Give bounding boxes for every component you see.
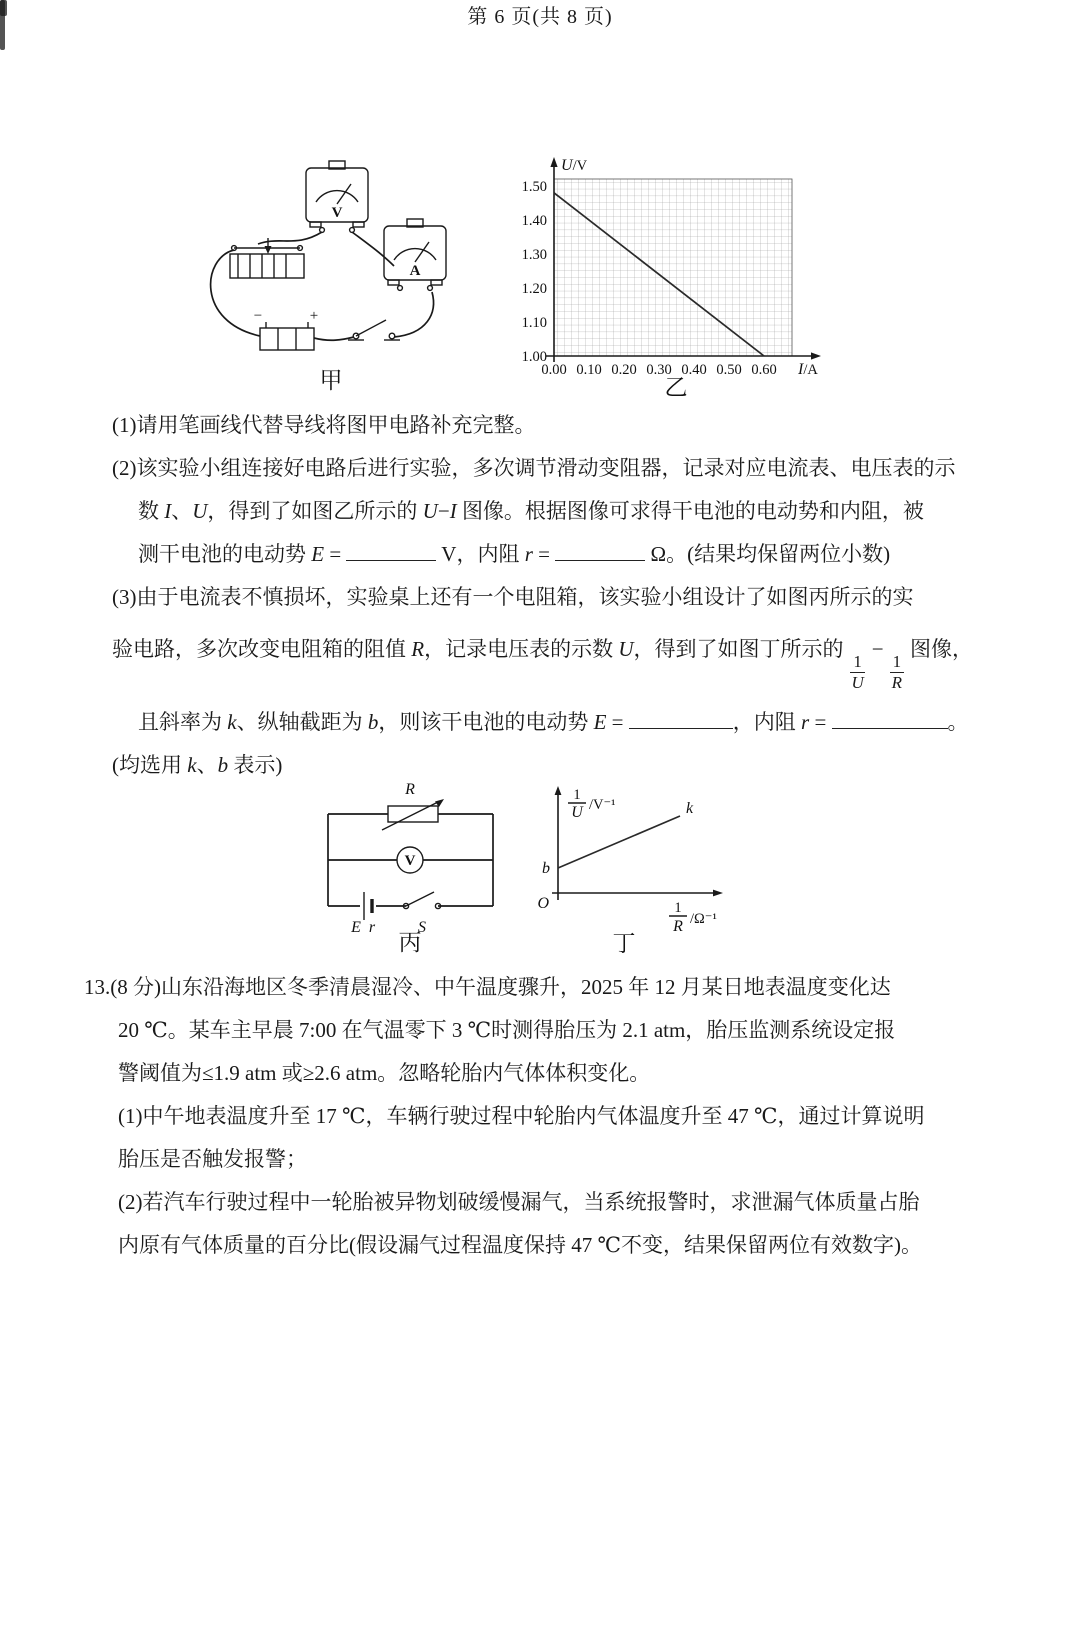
q12-part3-line4: (均选用 k、b 表示): [112, 753, 283, 778]
y-tick-label: 1.50: [521, 179, 547, 195]
inline-fraction: $\frac{1}{U}$: [851, 652, 864, 692]
x-tick-label: 0.40: [681, 362, 707, 378]
resistance-box-label: R: [405, 781, 415, 798]
ammeter: [384, 219, 446, 290]
x-axis-title: [669, 900, 717, 935]
graph-figure-ding: [518, 776, 750, 956]
q13-line3: 警阈值为≤1.9 atm 或≥2.6 atm。忽略轮胎内气体体积变化。: [118, 1061, 651, 1085]
y-axis-arrow: [555, 786, 562, 795]
y-tick-label: 1.40: [521, 213, 547, 229]
svg-text:/V⁻¹: /V⁻¹: [589, 797, 616, 813]
x-tick-label: 0.30: [646, 362, 672, 378]
x-tick-label: 0.00: [541, 362, 567, 378]
y-tick-label: 1.00: [521, 349, 547, 365]
slope-label: k: [686, 800, 694, 817]
voltmeter: [306, 161, 368, 232]
figure-bing-caption: 丙: [398, 930, 422, 954]
internal-resistance-label: r: [368, 919, 376, 936]
battery: [350, 892, 376, 936]
q13-part2-line1: (2)若汽车行驶过程中一轮胎被异物划破缓慢漏气，当系统报警时，求泄漏气体质量占胎: [118, 1190, 920, 1214]
resistance-box: [382, 781, 444, 830]
voltmeter-label: V: [404, 853, 416, 869]
switch: [348, 320, 400, 340]
voltmeter-label: V: [331, 205, 343, 221]
figure-jia-caption: 甲: [319, 368, 343, 393]
svg-text:R: R: [673, 918, 683, 935]
grid-area: [554, 179, 792, 356]
voltmeter: [397, 847, 423, 873]
battery-minus-label: −: [253, 308, 263, 324]
q12-part3-line2: 验电路，多次改变电阻箱的阻值 R，记录电压表的示数 U，得到了如图丁所示的 $\frac{1}{U}$ − $\frac{1}{R}$ 图像，: [112, 637, 974, 692]
svg-text:1: 1: [674, 900, 682, 916]
svg-text:/Ω⁻¹: /Ω⁻¹: [690, 911, 717, 927]
circuit-figure-jia: [188, 150, 488, 398]
q12-part2-line1: (2)该实验小组连接好电路后进行实验，多次调节滑动变阻器，记录对应电流表、电压表的示: [112, 456, 956, 480]
q13-line2: 20 ℃。某车主早晨 7:00 在气温零下 3 ℃时测得胎压为 2.1 atm，胎压监测系统设定报: [118, 1018, 896, 1042]
answer-blank: [555, 539, 645, 561]
ammeter-label: A: [409, 263, 421, 279]
q12-part3-line1: (3)由于电流表不慎损坏，实验桌上还有一个电阻箱，该实验小组设计了如图丙所示的实: [112, 585, 914, 609]
y-tick-label: 1.20: [521, 281, 547, 297]
q12-part2-line2: 数 I、U，得到了如图乙所示的 U−I 图像。根据图像可求得干电池的电动势和内阻，被: [138, 499, 924, 523]
sketch-line: [558, 816, 680, 868]
x-axis-arrow: [713, 890, 723, 897]
answer-blank: [832, 707, 948, 729]
battery: [254, 308, 318, 350]
q13-part2-line2: 内原有气体质量的百分比(假设漏气过程温度保持 47 ℃不变，结果保留两位有效数字)。: [118, 1233, 922, 1257]
battery-plus-label: +: [309, 308, 319, 324]
intercept-label: b: [542, 860, 550, 877]
y-axis-title: [568, 787, 616, 821]
q12-part3-line3: 且斜率为 k、纵轴截距为 b，则该干电池的电动势 E = ，内阻 r = 。: [112, 701, 1012, 744]
x-tick-label: 0.20: [611, 362, 637, 378]
x-tick-label: 0.50: [716, 362, 742, 378]
y-axis-arrow: [550, 157, 557, 167]
svg-text:1: 1: [573, 787, 581, 803]
q12-part2-line3: 测干电池的电动势 E = V，内阻 r = Ω。(结果均保留两位小数): [112, 533, 1012, 576]
origin-label: O: [537, 895, 549, 912]
y-tick-label: 1.30: [521, 247, 547, 263]
y-tick-label: 1.10: [521, 315, 547, 331]
svg-text:U: U: [571, 804, 583, 821]
x-tick-label: 0.10: [576, 362, 602, 378]
y-axis-title: U/V: [561, 157, 588, 174]
circuit-figure-bing: [298, 780, 520, 954]
q13-part1-line2: 胎压是否触发报警；: [118, 1147, 307, 1171]
question-13-block: [84, 966, 1014, 1267]
q12-part1-line: (1)请用笔画线代替导线将图甲电路补充完整。: [112, 413, 536, 437]
x-axis-arrow: [811, 352, 821, 359]
inline-fraction: $\frac{1}{R}$: [889, 652, 905, 692]
figure-yi-caption: 乙: [664, 375, 688, 400]
question-12-block: [112, 404, 1012, 787]
emf-label: E: [351, 919, 361, 936]
page-footer: 第 6 页(共 8 页): [467, 6, 613, 28]
q13-line1: 13.(8 分)山东沿海地区冬季清晨湿冷、中午温度骤升，2025 年 12 月某日地表温度变化达: [84, 975, 891, 999]
graph-figure-yi: [508, 148, 848, 400]
rheostat: [230, 238, 304, 278]
answer-blank: [629, 707, 733, 729]
figure-ding-caption: 丁: [612, 931, 636, 956]
x-axis-title: I/A: [798, 361, 818, 378]
switch-label: S: [418, 919, 426, 936]
q13-part1-line1: (1)中午地表温度升至 17 ℃，车辆行驶过程中轮胎内气体温度升至 47 ℃，通过计算说明: [118, 1104, 925, 1128]
x-tick-label: 0.60: [751, 362, 777, 378]
answer-blank: [346, 539, 436, 561]
